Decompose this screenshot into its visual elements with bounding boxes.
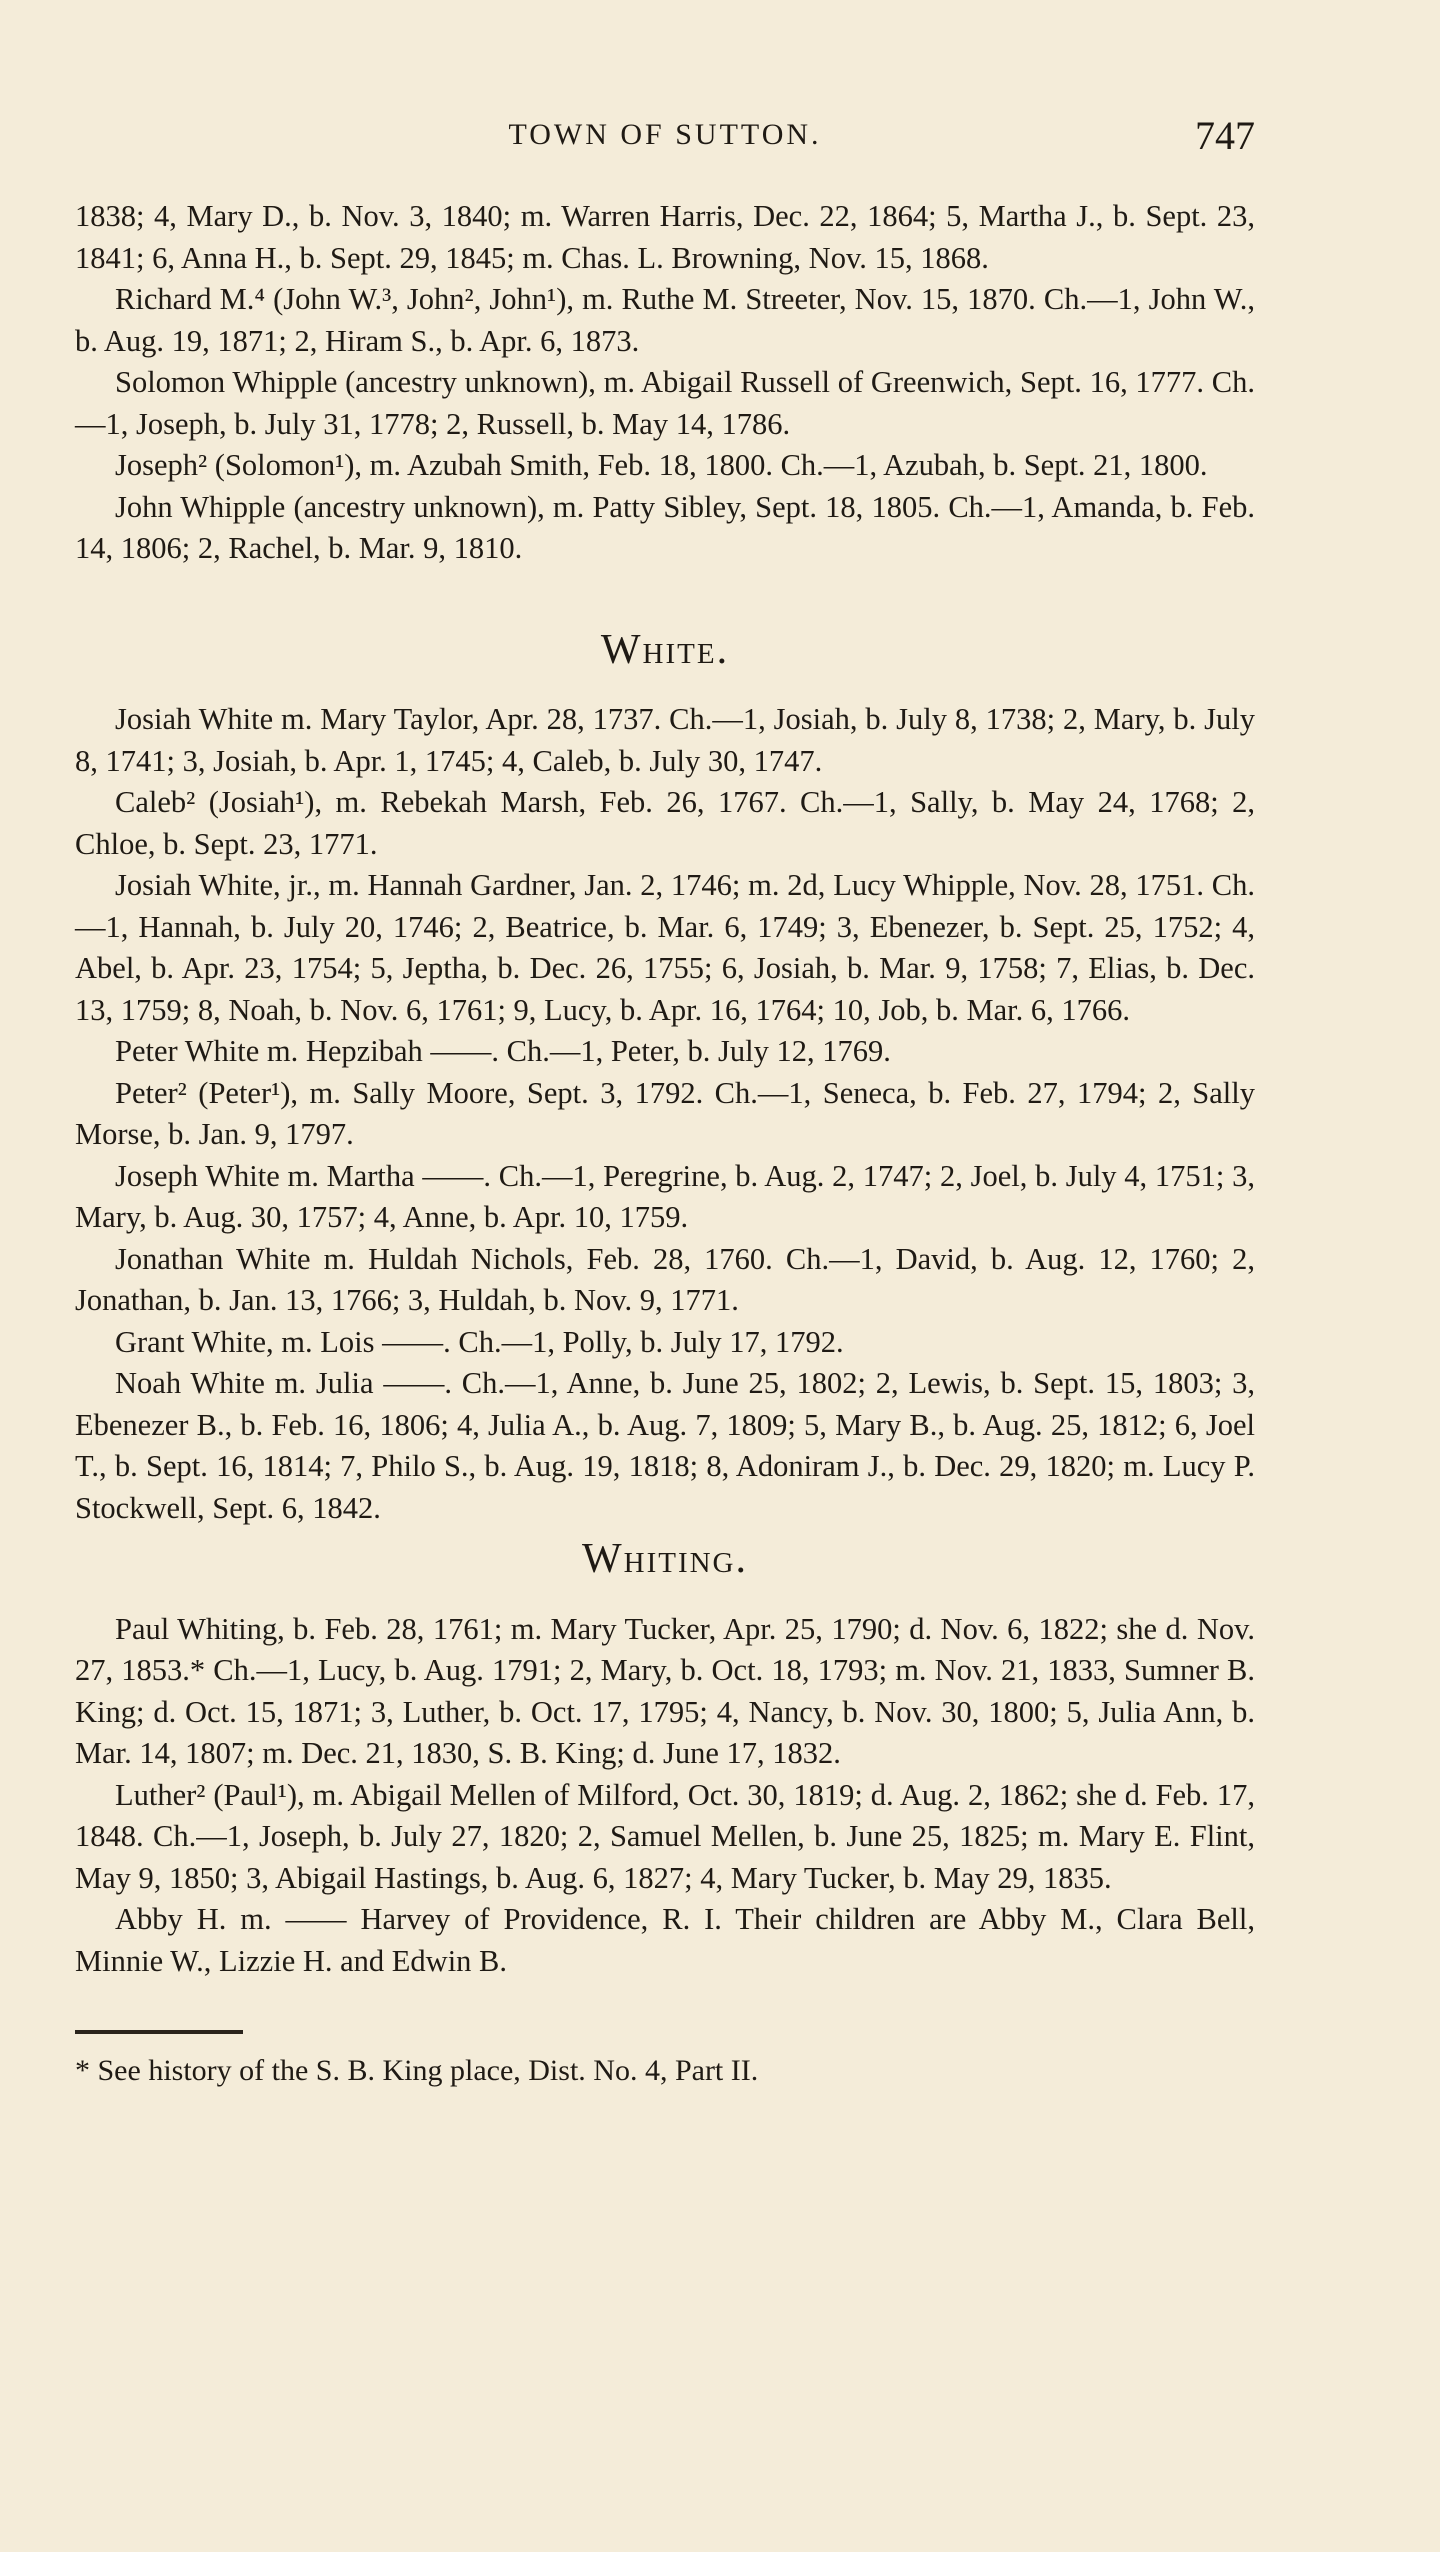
- paragraph: Joseph White m. Martha ——. Ch.—1, Peregrine, b. Aug. 2, 1747; 2, Joel, b. July 4, 1751; 3, Mary, b. Aug. 30, 1757; 4, Anne, b. Apr. 10, 1759.: [75, 1158, 1255, 1234]
- paragraph: Noah White m. Julia ——. Ch.—1, Anne, b. June 25, 1802; 2, Lewis, b. Sept. 15, 1803; 3, Ebenezer B., b. Feb. 16, 1806; 4, Julia A., b. Aug. 7, 1809; 5, Mary B., b. Aug. 25, 1812; 6, Joel T., b. Sept. 16, 1814; 7, Philo S., b. Aug. 19, 1818; 8, Adoniram J., b. Dec. 29, 1820; m. Lucy P. Stockwell, Sept. 6, 1842.: [75, 1366, 1255, 1525]
- paragraph: Luther² (Paul¹), m. Abigail Mellen of Milford, Oct. 30, 1819; d. Aug. 2, 1862; she d. Feb. 17, 1848. Ch.—1, Joseph, b. July 27, 1820; 2, Samuel Mellen, b. June 25, 1825; m. Mary E. Flint, May 9, 1850; 3, Abigail Hastings, b. Aug. 6, 1827; 4, Mary Tucker, b. May 29, 1835.: [75, 1777, 1255, 1895]
- section-heading-white: White.: [600, 626, 730, 673]
- paragraph: Peter² (Peter¹), m. Sally Moore, Sept. 3, 1792. Ch.—1, Seneca, b. Feb. 27, 1794; 2, Sally Morse, b. Jan. 9, 1797.: [75, 1075, 1255, 1151]
- paragraph: John Whipple (ancestry unknown), m. Patty Sibley, Sept. 18, 1805. Ch.—1, Amanda, b. Feb. 14, 1806; 2, Rachel, b. Mar. 9, 1810.: [75, 489, 1255, 565]
- paragraph: Richard M.⁴ (John W.³, John², John¹), m. Ruthe M. Streeter, Nov. 15, 1870. Ch.—1, John W., b. Aug. 19, 1871; 2, Hiram S., b. Apr. 6, 1873.: [75, 282, 1255, 358]
- body-text: [75, 196, 1255, 2092]
- paragraph: Grant White, m. Lois ——. Ch.—1, Polly, b. July 17, 1792.: [115, 1324, 844, 1359]
- paragraph: Abby H. m. —— Harvey of Providence, R. I. Their children are Abby M., Clara Bell, Minnie W., Lizzie H. and Edwin B.: [75, 1902, 1255, 1978]
- paragraph: Solomon Whipple (ancestry unknown), m. Abigail Russell of Greenwich, Sept. 16, 1777. Ch.—1, Joseph, b. July 31, 1778; 2, Russell, b. May 14, 1786.: [75, 365, 1255, 441]
- paragraph: Caleb² (Josiah¹), m. Rebekah Marsh, Feb. 26, 1767. Ch.—1, Sally, b. May 24, 1768; 2, Chloe, b. Sept. 23, 1771.: [75, 785, 1255, 861]
- paragraph: Peter White m. Hepzibah ——. Ch.—1, Peter, b. July 12, 1769.: [115, 1034, 891, 1068]
- paragraph: Jonathan White m. Huldah Nichols, Feb. 28, 1760. Ch.—1, David, b. Aug. 12, 1760; 2, Jonathan, b. Jan. 13, 1766; 3, Huldah, b. Nov. 9, 1771.: [75, 1241, 1255, 1317]
- page-header: [75, 112, 1255, 162]
- section-heading-whiting: Whiting.: [582, 1536, 748, 1582]
- paragraph: 1838; 4, Mary D., b. Nov. 3, 1840; m. Warren Harris, Dec. 22, 1864; 5, Martha J., b. Sept. 23, 1841; 6, Anna H., b. Sept. 29, 1845; m. Chas. L. Browning, Nov. 15, 1868.: [75, 199, 1255, 275]
- paragraph: Paul Whiting, b. Feb. 28, 1761; m. Mary Tucker, Apr. 25, 1790; d. Nov. 6, 1822; she d. Nov. 27, 1853.* Ch.—1, Lucy, b. Aug. 1791; 2, Mary, b. Oct. 18, 1793; m. Nov. 21, 1833, Sumner B. King; d. Oct. 15, 1871; 3, Luther, b. Oct. 17, 1795; 4, Nancy, b. Nov. 30, 1800; 5, Julia Ann, b. Mar. 14, 1807; m. Dec. 21, 1830, S. B. King; d. June 17, 1832.: [75, 1611, 1255, 1770]
- page-number: 747: [1195, 113, 1255, 158]
- paragraph: Joseph² (Solomon¹), m. Azubah Smith, Feb. 18, 1800. Ch.—1, Azubah, b. Sept. 21, 1800.: [115, 448, 1208, 482]
- paragraph: Josiah White m. Mary Taylor, Apr. 28, 1737. Ch.—1, Josiah, b. July 8, 1738; 2, Mary, b. July 8, 1741; 3, Josiah, b. Apr. 1, 1745; 4, Caleb, b. July 30, 1747.: [75, 702, 1255, 778]
- paragraph: Josiah White, jr., m. Hannah Gardner, Jan. 2, 1746; m. 2d, Lucy Whipple, Nov. 28, 1751. Ch.—1, Hannah, b. July 20, 1746; 2, Beatrice, b. Mar. 6, 1749; 3, Ebenezer, b. Sept. 25, 1752; 4, Abel, b. Apr. 23, 1754; 5, Jeptha, b. Dec. 26, 1755; 6, Josiah, b. Mar. 9, 1758; 7, Elias, b. Dec. 13, 1759; 8, Noah, b. Nov. 6, 1761; 9, Lucy, b. Apr. 16, 1764; 10, Job, b. Mar. 6, 1766.: [75, 868, 1255, 1027]
- running-head: TOWN OF SUTTON.: [508, 118, 822, 151]
- footnote: * See history of the S. B. King place, Dist. No. 4, Part II.: [75, 2054, 759, 2087]
- footnote-divider: [75, 2030, 243, 2034]
